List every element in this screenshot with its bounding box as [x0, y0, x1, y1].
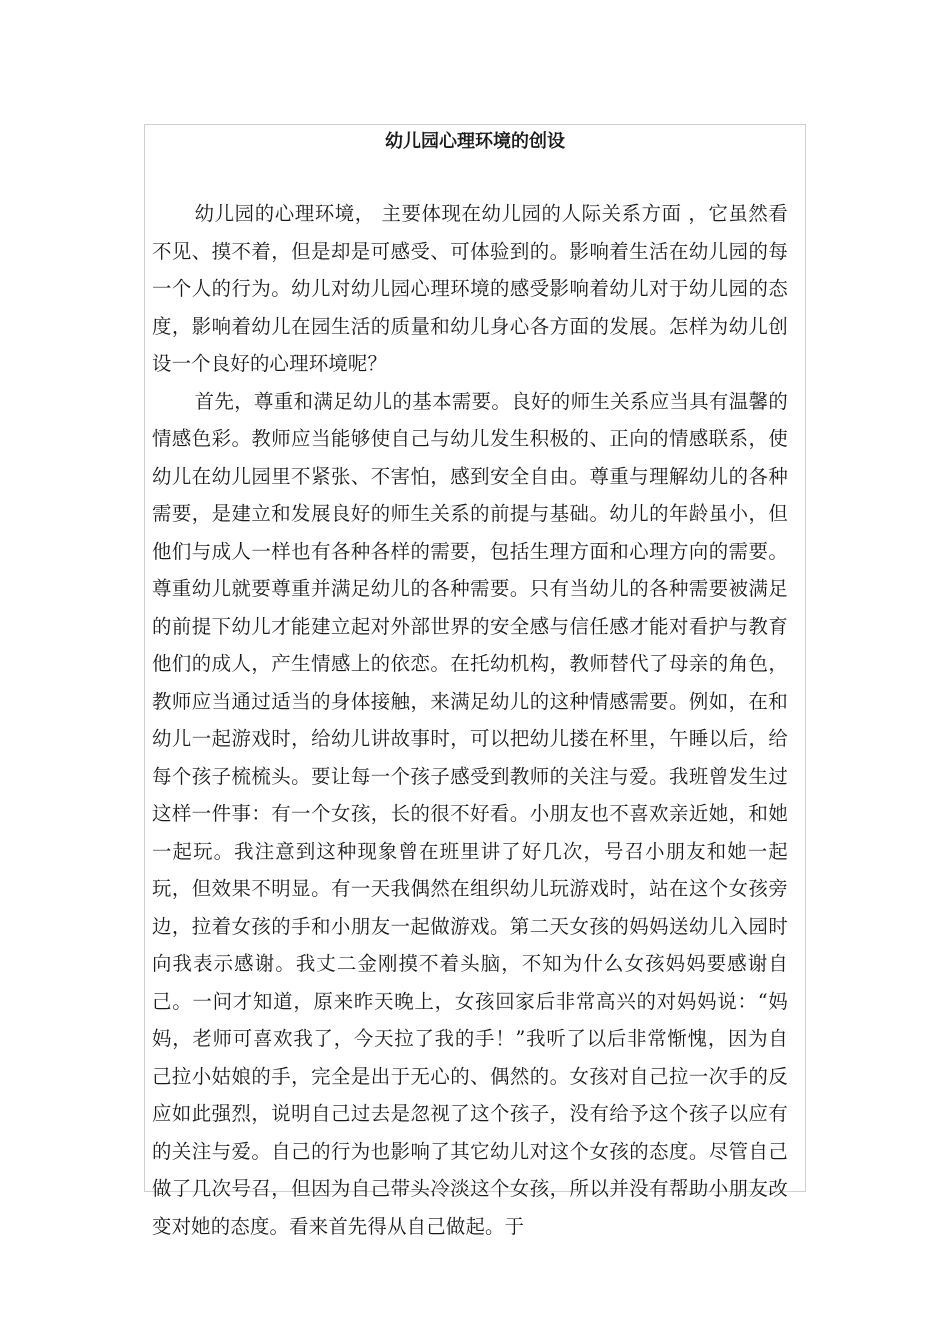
document-page [144, 124, 806, 1238]
document-body [152, 195, 788, 1245]
paragraph-first-point: 首先，尊重和满足幼儿的基本需要。良好的师生关系应当具有温馨的情感色彩。教师应当能够使自己与幼儿发生积极的、正向的情感联系，使幼儿在幼儿园里不紧张、不害怕，感到安全自由。尊重与理解幼儿的各种需要，是建立和发展良好的师生关系的前提与基础。幼儿的年龄虽小，但他们与成人一样也有各种各样的需要，包括生理方面和心理方向的需要。尊重幼儿就要尊重并满足幼儿的各种需要。只有当幼儿的各种需要被满足的前提下幼儿才能建立起对外部世界的安全感与信任感才能对看护与教育他们的成人，产生情感上的依恋。在托幼机构，教师替代了母亲的角色，教师应当通过适当的身体接触，来满足幼儿的这种情感需要。例如，在和幼儿一起游戏时，给幼儿讲故事时，可以把幼儿搂在杯里，午睡以后，给每个孩子梳梳头。要让每一个孩子感受到教师的关注与爱。我班曾发生过这样一件事：有一个女孩，长的很不好看。小朋友也不喜欢亲近她，和她一起玩。我注意到这种现象曾在班里讲了好几次，号召小朋友和她一起玩，但效果不明显。有一天我偶然在组织幼儿玩游戏时，站在这个女孩旁边，拉着女孩的手和小朋友一起做游戏。第二天女孩的妈妈送幼儿入园时向我表示感谢。我丈二金刚摸不着头脑，不知为什么女孩妈妈要感谢自己。一问才知道，原来昨天晚上，女孩回家后非常高兴的对妈妈说：“妈妈，老师可喜欢我了，今天拉了我的手！”我听了以后非常惭愧，因为自己拉小姑娘的手，完全是出于无心的、偶然的。女孩对自己拉一次手的反应如此强烈，说明自己过去是忽视了这个孩子，没有给予这个孩子以应有的关注与爱。自己的行为也影响了其它幼儿对这个女孩的态度。尽管自己做了几次号召，但因为自己带头冷淡这个女孩，所以并没有帮助小朋友改变对她的态度。看来首先得从自己做起。于 [152, 389, 788, 1238]
document-title: 幼儿园心理环境的创设 [385, 131, 565, 152]
paragraph-intro: 幼儿园的心理环境， 主要体现在幼儿园的人际关系方面 ，它虽然看不见、摸不着，但是却是可感受、可体验到的。影响着生活在幼儿园的每一个人的行为。幼儿对幼儿园心理环境的感受影响着幼儿对于幼儿园的态度，影响着幼儿在园生活的质量和幼儿身心各方面的发展。怎样为幼儿创设一个良好的心理环境呢？ [152, 202, 788, 375]
